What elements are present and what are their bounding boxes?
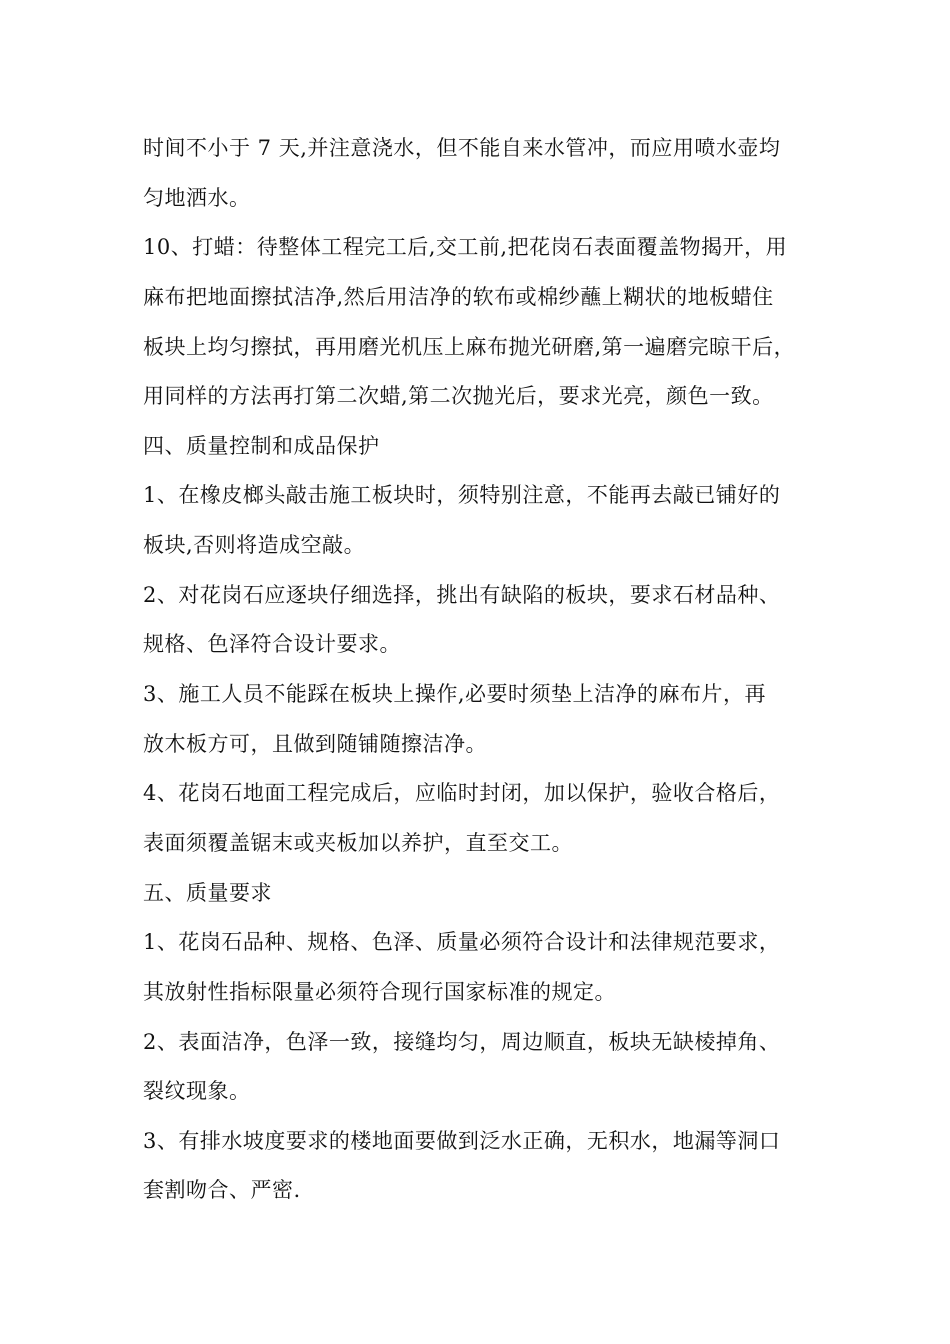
text-line: 麻布把地面擦拭洁净,然后用洁净的软布或棉纱蘸上糊状的地板蜡住 [143, 284, 774, 309]
text-line: 用同样的方法再打第二次蜡,第二次抛光后，要求光亮，颜色一致。 [143, 384, 774, 409]
text-line: 1、在橡皮榔头敲击施工板块时，须特别注意，不能再去敲已铺好的 [143, 483, 781, 508]
text-line: 放木板方可，且做到随铺随擦洁净。 [143, 731, 487, 756]
text-line: 10、打蜡：待整体工程完工后,交工前,把花岗石表面覆盖物揭开，用 [143, 235, 788, 260]
text-line: 时间不小于 7 天,并注意浇水，但不能自来水管冲，而应用喷水壶均 [143, 136, 781, 160]
section-heading: 四、质量控制和成品保护 [143, 433, 380, 458]
document-body [143, 124, 823, 1216]
section-heading: 五、质量要求 [143, 880, 272, 905]
text-line: 4、花岗石地面工程完成后，应临时封闭，加以保护，验收合格后， [143, 781, 781, 806]
text-line: 3、施工人员不能踩在板块上操作,必要时须垫上洁净的麻布片，再 [143, 682, 767, 707]
text-line: 3、有排水坡度要求的楼地面要做到泛水正确，无积水，地漏等洞口 [143, 1128, 781, 1153]
text-line: 裂纹现象。 [143, 1079, 251, 1104]
text-line: 规格、色泽符合设计要求。 [143, 632, 401, 657]
text-line: 其放射性指标限量必须符合现行国家标准的规定。 [143, 979, 616, 1004]
text-line: 套割吻合、严密. [143, 1178, 301, 1203]
text-line: 表面须覆盖锯末或夹板加以养护，直至交工。 [143, 830, 573, 855]
text-line: 板块,否则将造成空敲。 [143, 533, 366, 558]
text-line: 2、对花岗石应逐块仔细选择，挑出有缺陷的板块，要求石材品种、 [143, 582, 781, 607]
text-line: 匀地洒水。 [143, 185, 251, 210]
text-line: 板块上均匀擦拭，再用磨光机压上麻布抛光研磨,第一遍磨完晾干后， [143, 334, 796, 359]
text-line: 2、表面洁净，色泽一致，接缝均匀，周边顺直，板块无缺棱掉角、 [143, 1029, 781, 1054]
text-line: 1、花岗石品种、规格、色泽、质量必须符合设计和法律规范要求， [143, 930, 781, 955]
